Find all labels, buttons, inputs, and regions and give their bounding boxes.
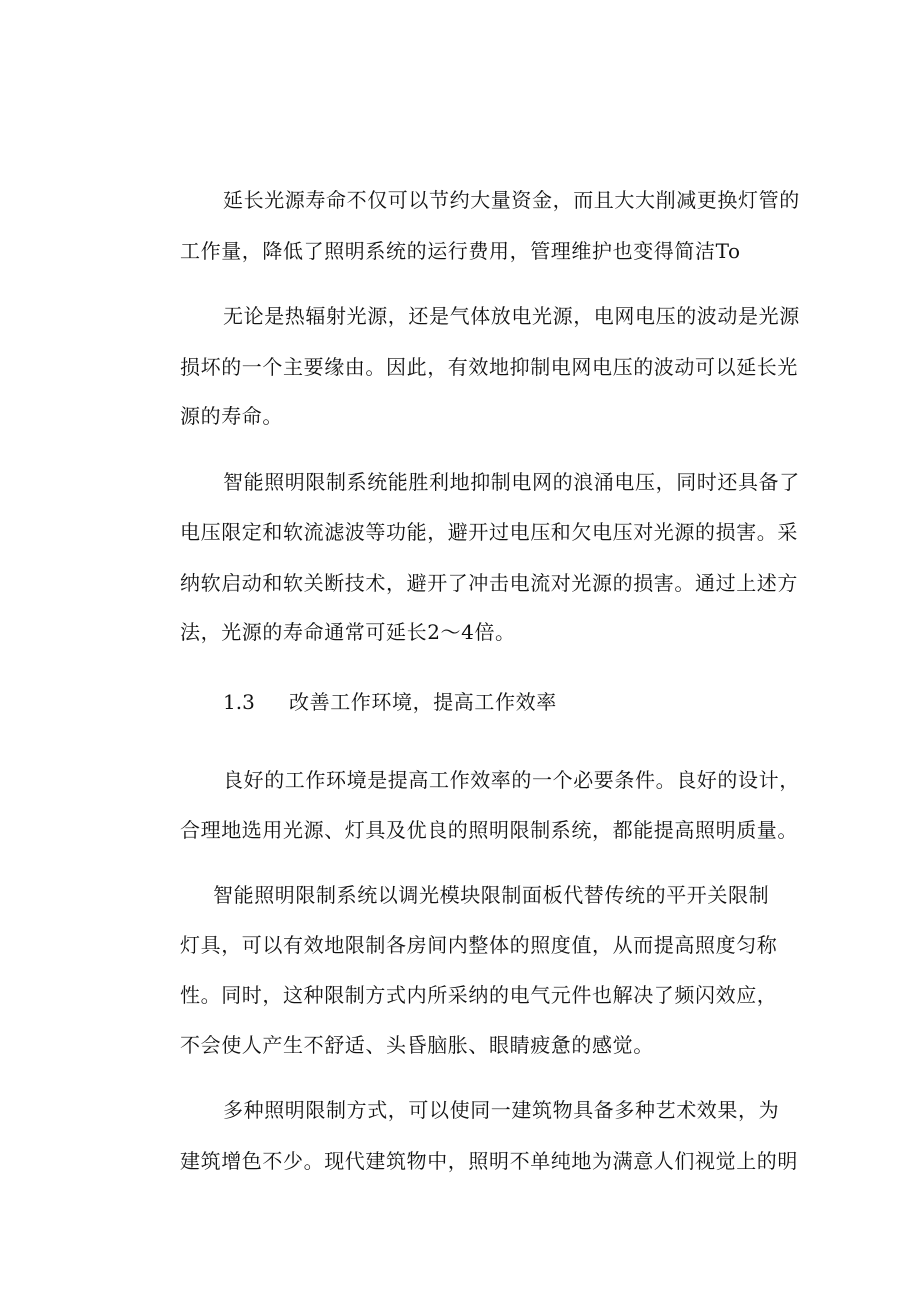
section-heading-title: 改善工作环境，提高工作效率 [289, 690, 557, 714]
paragraph-2-line-1: 无论是热辐射光源，还是气体放电光源，电网电压的波动是光源 [223, 304, 800, 328]
paragraph-4-line-1: 良好的工作环境是提高工作效率的一个必要条件。良好的设计， [223, 768, 800, 792]
paragraph-3-line-3: 纳软启动和软关断技术，避开了冲击电流对光源的损害。通过上述方 [180, 571, 798, 595]
paragraph-6-line-2: 建筑增色不少。现代建筑物中，照明不单纯地为满意人们视觉上的明 [180, 1149, 798, 1173]
paragraph-5-line-3: 性。同时，这种限制方式内所采纳的电气元件也解决了频闪效应， [180, 983, 778, 1007]
paragraph-2-line-2: 损坏的一个主要缘由。因此，有效地抑制电网电压的波动可以延长光 [180, 355, 798, 379]
section-heading-number: 1.3 [223, 690, 255, 714]
paragraph-5-line-4: 不会使人产生不舒适、头昏脑胀、眼睛疲惫的感觉。 [180, 1033, 654, 1057]
paragraph-5-line-2: 灯具，可以有效地限制各房间内整体的照度值，从而提高照度匀称 [180, 933, 778, 957]
paragraph-2-line-3: 源的寿命。 [180, 404, 283, 428]
paragraph-3-line-4: 法，光源的寿命通常可延长2～4倍。 [180, 620, 516, 644]
paragraph-6-line-1: 多种照明限制方式，可以使同一建筑物具备多种艺术效果，为 [223, 1098, 780, 1122]
paragraph-3-line-1: 智能照明限制系统能胜利地抑制电网的浪涌电压，同时还具备了 [223, 470, 800, 494]
paragraph-1-line-2: 工作量，降低了照明系统的运行费用，管理维护也变得简洁To [180, 239, 741, 263]
paragraph-4-line-2: 合理地选用光源、灯具及优良的照明限制系统，都能提高照明质量。 [180, 818, 798, 842]
paragraph-5-line-1: 智能照明限制系统以调光模块限制面板代替传统的平开关限制 [213, 883, 770, 907]
paragraph-1-line-1: 延长光源寿命不仅可以节约大量资金，而且大大削减更换灯管的 [223, 188, 800, 212]
paragraph-3-line-2: 电压限定和软流滤波等功能，避开过电压和欠电压对光源的损害。采 [180, 520, 798, 544]
